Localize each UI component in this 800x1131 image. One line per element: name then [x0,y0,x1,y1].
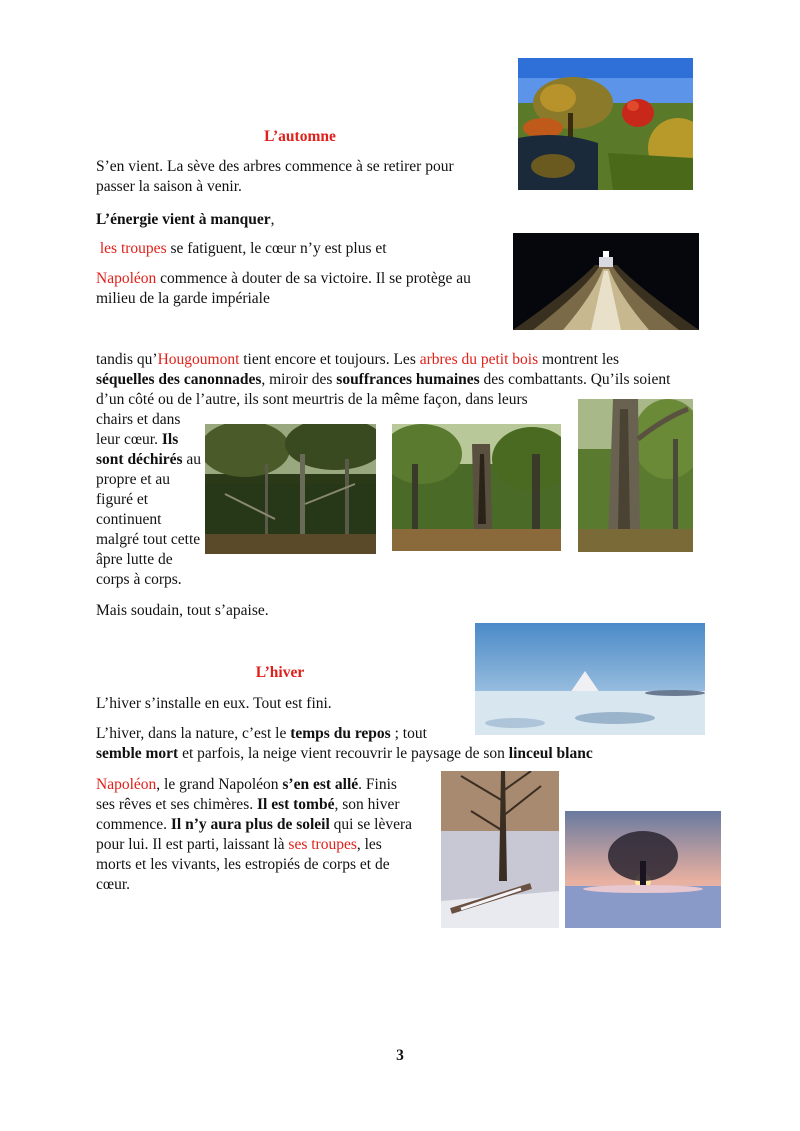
woods-photo-1 [205,424,376,554]
autumn-paragraph-1: S’en vient. La sève des arbres commence à se retirer pour passer la saison à venir. [96,158,454,195]
sunset-tree-photo [565,811,721,928]
hougoumont-text: Hougoumont [157,351,240,368]
winter-paragraph-1: L’hiver s’installe en eux. Tout est fini. [96,695,332,712]
snow-tree-photo [441,771,559,928]
autumn-paragraph-2: L’énergie vient à manquer, [96,211,275,228]
winter-plain-photo [475,623,705,735]
winter-paragraph-3: Napoléon, le grand Napoléon s’en est allé. Finis ses rêves et ses chimères. Il est tombé, son hiver commence. Il n’y aura plus de soleil qui se lèvera pour lui. Il est parti, laissant là ses troupes, les morts et les vivants, les estropiés de corps et de cœur. [96,776,412,893]
autumn-title: L’automne [264,128,336,145]
page-number: 3 [396,1047,404,1064]
autumn-pond-photo [518,58,693,190]
winter-title: L’hiver [255,664,305,681]
monument-night-photo [513,233,699,330]
winter-paragraph-2: L’hiver, dans la nature, c’est le temps du repos ; tout semble mort et parfois, la neige vient recouvrir le paysage de son linceul blanc [96,725,593,762]
woods-photo-3 [578,399,693,552]
energy-text: L’énergie vient à manquer [96,211,271,228]
napoleon-text: Napoléon [96,270,157,287]
autumn-paragraph-4: Napoléon commence à douter de sa victoire. Il se protège au milieu de la garde impériale [96,270,471,307]
woods-text: arbres du petit bois [419,351,539,368]
woods-photo-2 [392,424,561,551]
autumn-paragraph-5-top: tandis qu’Hougoumont tient encore et toujours. Les arbres du petit bois montrent les séquelles des canonnades, miroir des souffrances humaines des combattants. Qu’ils soient d’un côté ou de l’autre, ils sont meurtris de la même façon, dans leurs [96,351,671,408]
autumn-paragraph-5-column: chairs et dans leur cœur. Ils sont déchirés au propre et au figuré et continuent malgré tout cette âpre lutte de corps à corps. [96,411,202,588]
troops-text: les troupes [99,240,167,257]
autumn-paragraph-3: les troupes se fatiguent, le cœur n’y est plus et [99,240,387,257]
autumn-paragraph-6: Mais soudain, tout s’apaise. [96,602,269,619]
